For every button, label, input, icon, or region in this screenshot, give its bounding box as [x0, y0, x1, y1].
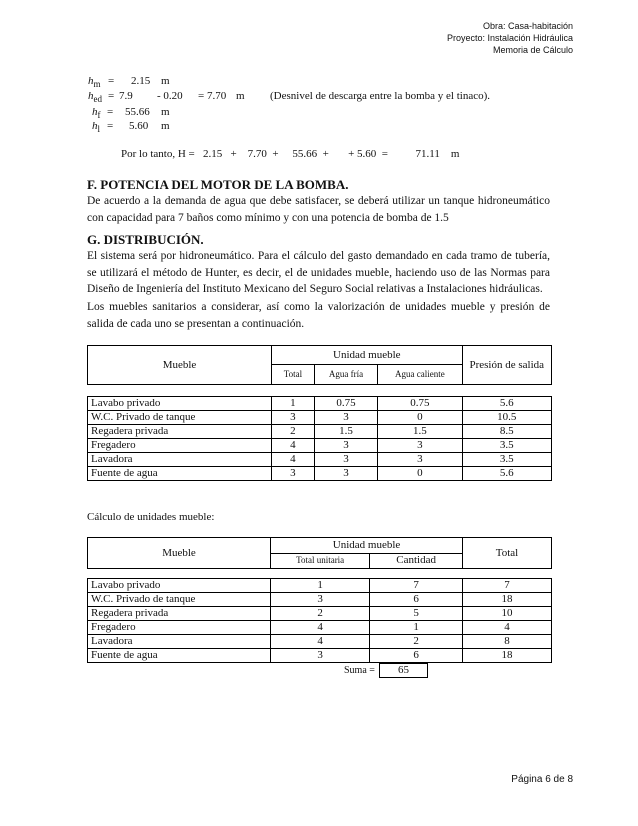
section-g-title: G. DISTRIBUCIÓN. — [87, 232, 204, 247]
cell-cantidad: 7 — [370, 579, 463, 593]
units-table-body — [87, 578, 552, 663]
cell-total: 4 — [463, 621, 552, 635]
cell-cantidad: 6 — [370, 593, 463, 607]
fixture-table-header — [87, 345, 552, 385]
cell-mueble: Lavabo privado — [88, 579, 271, 593]
calc-hl: $h_l$ = 5.60 m — [92, 120, 170, 135]
table-row — [88, 467, 552, 481]
th2-total-unitaria: Total unitaria — [271, 553, 370, 569]
cell-agua-caliente: 1.5 — [378, 425, 462, 439]
cell-total: 18 — [463, 593, 552, 607]
cell-agua-fria: 1.5 — [314, 425, 378, 439]
cell-mueble: W.C. Privado de tanque — [88, 411, 272, 425]
table-row — [88, 635, 552, 649]
cell-total: 4 — [272, 439, 315, 453]
cell-total-unitaria: 4 — [271, 621, 370, 635]
cell-mueble: Regadera privada — [88, 607, 271, 621]
th2-unidad-mueble: Unidad mueble — [271, 538, 463, 554]
table-row — [88, 453, 552, 467]
th-presion: Presión de salida — [462, 346, 551, 385]
cell-mueble: Fuente de agua — [88, 649, 271, 663]
th-mueble: Mueble — [88, 346, 272, 385]
th2-mueble: Mueble — [88, 538, 271, 569]
cell-presion: 8.5 — [462, 425, 551, 439]
th-unidad-mueble: Unidad mueble — [272, 346, 463, 365]
cell-total: 10 — [463, 607, 552, 621]
cell-mueble: Lavadora — [88, 453, 272, 467]
cell-presion: 3.5 — [462, 453, 551, 467]
cell-agua-caliente: 0 — [378, 467, 462, 481]
suma-value: 65 — [379, 663, 428, 678]
cell-agua-fria: 3 — [314, 439, 378, 453]
cell-mueble: Fuente de agua — [88, 467, 272, 481]
cell-mueble: Fregadero — [88, 621, 271, 635]
cell-total: 18 — [463, 649, 552, 663]
header-memoria: Memoria de Cálculo — [492, 45, 573, 55]
table-row — [88, 649, 552, 663]
cell-total: 4 — [272, 453, 315, 467]
cell-total-unitaria: 1 — [271, 579, 370, 593]
cell-presion: 5.6 — [462, 467, 551, 481]
section-f-title: F. POTENCIA DEL MOTOR DE LA BOMBA. — [87, 177, 349, 192]
cell-total: 2 — [272, 425, 315, 439]
table-row — [88, 579, 552, 593]
calc-total: Por lo tanto, H = 2.15 + 7.70 + 55.66 + + 5.60 = 71.11 m — [121, 148, 460, 160]
cell-cantidad: 5 — [370, 607, 463, 621]
table-row — [88, 425, 552, 439]
cell-presion: 5.6 — [462, 397, 551, 411]
cell-agua-fria: 3 — [314, 467, 378, 481]
cell-cantidad: 1 — [370, 621, 463, 635]
cell-total-unitaria: 2 — [271, 607, 370, 621]
cell-presion: 3.5 — [462, 439, 551, 453]
header-proyecto: Proyecto: Instalación Hidráulica — [446, 33, 573, 43]
table-row — [88, 397, 552, 411]
calc-units-label: Cálculo de unidades mueble: — [87, 511, 215, 523]
header-obra: Obra: Casa-habitación — [482, 21, 573, 31]
units-table-header — [87, 537, 552, 569]
cell-mueble: W.C. Privado de tanque — [88, 593, 271, 607]
cell-agua-caliente: 3 — [378, 453, 462, 467]
cell-total-unitaria: 3 — [271, 593, 370, 607]
th2-total: Total — [463, 538, 552, 569]
cell-total: 3 — [272, 411, 315, 425]
th-agua-fria: Agua fría — [314, 365, 378, 385]
cell-cantidad: 6 — [370, 649, 463, 663]
cell-total: 7 — [463, 579, 552, 593]
cell-agua-caliente: 0.75 — [378, 397, 462, 411]
section-f-text: De acuerdo a la demanda de agua que debe satisfacer, se deberá utilizar un tanque hidroneumático con capacidad para 7 baños como mínimo y con una potencia de bomba de 1.5 — [87, 195, 550, 224]
table-row — [88, 607, 552, 621]
th-total: Total — [272, 365, 315, 385]
cell-total-unitaria: 3 — [271, 649, 370, 663]
cell-agua-fria: 0.75 — [314, 397, 378, 411]
suma-label: Suma = — [344, 665, 375, 676]
cell-total: 1 — [272, 397, 315, 411]
fixture-table-body — [87, 396, 552, 481]
cell-total: 3 — [272, 467, 315, 481]
cell-mueble: Lavabo privado — [88, 397, 272, 411]
cell-agua-fria: 3 — [314, 411, 378, 425]
table-row — [88, 439, 552, 453]
cell-presion: 10.5 — [462, 411, 551, 425]
cell-agua-fria: 3 — [314, 453, 378, 467]
th2-cantidad: Cantidad — [370, 553, 463, 569]
page-number: Página 6 de 8 — [511, 774, 573, 785]
cell-mueble: Fregadero — [88, 439, 272, 453]
calc-hed: $h_{ed}$ = 7.9 - 0.20 = 7.70 m (Desnivel de descarga entre la bomba y el tinaco). — [88, 90, 491, 105]
cell-agua-caliente: 0 — [378, 411, 462, 425]
page-header — [447, 20, 573, 56]
cell-agua-caliente: 3 — [378, 439, 462, 453]
cell-total: 8 — [463, 635, 552, 649]
table-row — [88, 621, 552, 635]
calc-hm: $h_m$ = 2.15 m — [88, 75, 170, 90]
table-row — [88, 411, 552, 425]
cell-total-unitaria: 4 — [271, 635, 370, 649]
section-g-text2: Los muebles sanitarios a considerar, así como la valorización de unidades mueble y presión de salida de cada uno se presentan a continuación. — [87, 301, 550, 330]
section-g-text1: El sistema será por hidroneumático. Para el cálculo del gasto demandado en cada tramo de tubería, se utilizará el método de Hunter, es decir, el de unidades mueble, haciendo uso de las Normas para Diseño de Ingeniería del Instituto Mexicano del Seguro Social relativas a Instalaciones hidráulicas. — [87, 250, 550, 295]
table-row — [88, 593, 552, 607]
th-agua-caliente: Agua caliente — [378, 365, 462, 385]
cell-cantidad: 2 — [370, 635, 463, 649]
calc-hf: $h_f$ = 55.66 m — [92, 106, 170, 121]
cell-mueble: Lavadora — [88, 635, 271, 649]
cell-mueble: Regadera privada — [88, 425, 272, 439]
